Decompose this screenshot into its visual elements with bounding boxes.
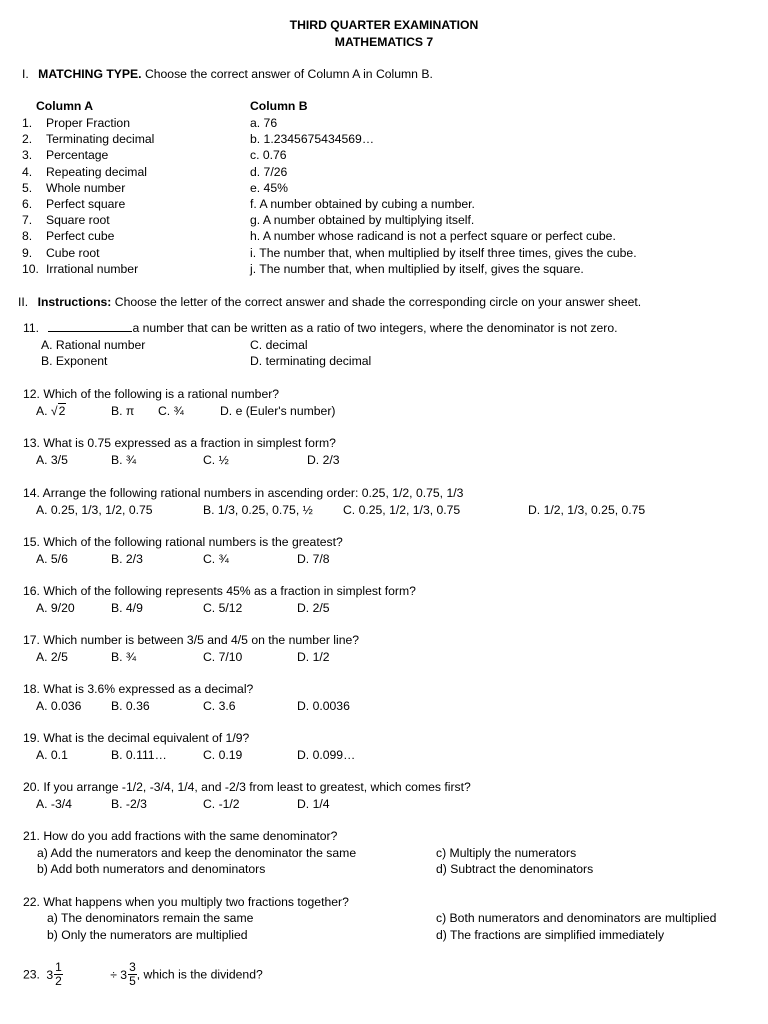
- q19-stem: 19. What is the decimal equivalent of 1/9?: [23, 731, 250, 745]
- column-a-number: 3.: [22, 148, 33, 162]
- q13-option-b: B. ¾: [111, 453, 137, 467]
- q22-stem: 22. What happens when you multiply two fractions together?: [23, 895, 349, 909]
- q16-option-d: D. 2/5: [297, 601, 330, 615]
- column-b-item: f. A number obtained by cubing a number.: [250, 197, 475, 211]
- exam-title: THIRD QUARTER EXAMINATION: [289, 18, 479, 32]
- fraction-2-denominator: 5: [129, 974, 136, 988]
- column-a-item: Perfect cube: [46, 229, 115, 243]
- column-a-item: Square root: [46, 213, 110, 227]
- q12-radicand: 2: [58, 404, 66, 418]
- q12-stem: 12. Which of the following is a rational number?: [23, 387, 280, 401]
- column-b-item: g. A number obtained by multiplying itself.: [250, 213, 475, 227]
- q19-option-a: A. 0.1: [36, 748, 68, 762]
- q14-option-b: B. 1/3, 0.25, 0.75, ½: [203, 503, 313, 517]
- column-a-header: Column A: [36, 99, 94, 113]
- q12-option-d: D. e (Euler's number): [220, 404, 336, 418]
- q21-option-d: d) Subtract the denominators: [436, 862, 594, 876]
- part1-heading: [22, 66, 433, 82]
- q16-stem: 16. Which of the following represents 45% as a fraction in simplest form?: [23, 584, 416, 598]
- fraction-1-numerator: 1: [55, 960, 62, 974]
- column-a-number: 6.: [22, 197, 33, 211]
- q14-option-a: A. 0.25, 1/3, 1/2, 0.75: [36, 503, 153, 517]
- q13-stem: 13. What is 0.75 expressed as a fraction in simplest form?: [23, 436, 336, 450]
- column-a-number: 7.: [22, 213, 33, 227]
- q20-option-b: B. -2/3: [111, 797, 147, 811]
- column-a-number: 5.: [22, 181, 33, 195]
- q20-option-c: C. -1/2: [203, 797, 240, 811]
- column-b-item: h. A number whose radicand is not a perfect square or perfect cube.: [250, 229, 616, 243]
- q15-option-c: C. ¾: [203, 552, 229, 566]
- q18-option-c: C. 3.6: [203, 699, 236, 713]
- part2-label: Instructions:: [37, 295, 112, 309]
- q21-option-a: a) Add the numerators and keep the denominator the same: [37, 846, 357, 860]
- mixed-whole-1: 3: [46, 967, 54, 982]
- q16-option-a: A. 9/20: [36, 601, 75, 615]
- q19-option-c: C. 0.19: [203, 748, 243, 762]
- q18-option-b: B. 0.36: [111, 699, 150, 713]
- column-a-item: Perfect square: [46, 197, 126, 211]
- exam-subject: MATHEMATICS 7: [334, 35, 434, 49]
- column-a-number: 9.: [22, 246, 33, 260]
- q13-option-c: C. ½: [203, 453, 229, 467]
- q22-option-b: b) Only the numerators are multiplied: [47, 928, 248, 942]
- q13-option-d: D. 2/3: [307, 453, 340, 467]
- q22-option-d: d) The fractions are simplified immediately: [436, 928, 665, 942]
- q17-option-d: D. 1/2: [297, 650, 330, 664]
- column-a-number: 4.: [22, 165, 33, 179]
- q15-option-b: B. 2/3: [111, 552, 143, 566]
- q11-stem: [23, 320, 618, 336]
- q11-option-c: C. decimal: [250, 338, 308, 352]
- column-a-number: 1.: [22, 116, 33, 130]
- q23-number: 23.: [23, 967, 40, 982]
- q11-option-b: B. Exponent: [41, 354, 108, 368]
- column-b-header: Column B: [250, 99, 308, 113]
- q19-option-d: D. 0.099…: [297, 748, 356, 762]
- part2-instruction: Choose the letter of the correct answer and shade the corresponding circle on your answer sheet.: [114, 295, 642, 309]
- q21-stem: 21. How do you add fractions with the same denominator?: [23, 829, 338, 843]
- q18-stem: 18. What is 3.6% expressed as a decimal?: [23, 682, 254, 696]
- column-a-item: Terminating decimal: [46, 132, 155, 146]
- q21-option-c: c) Multiply the numerators: [436, 846, 577, 860]
- q15-option-d: D. 7/8: [297, 552, 330, 566]
- answer-blank: [48, 320, 132, 332]
- q20-option-d: D. 1/4: [297, 797, 330, 811]
- part2-numeral: II.: [18, 295, 29, 309]
- part1-label: MATCHING TYPE.: [38, 67, 142, 81]
- mixed-number-2: [110, 961, 137, 988]
- column-a-item: Repeating decimal: [46, 165, 147, 179]
- column-a-item: Irrational number: [46, 262, 139, 276]
- q13-option-a: A. 3/5: [36, 453, 68, 467]
- part1-instruction: Choose the correct answer of Column A in Column B.: [144, 67, 433, 81]
- column-a-number: 10.: [22, 262, 39, 276]
- q14-option-d: D. 1/2, 1/3, 0.25, 0.75: [528, 503, 646, 517]
- q11-option-a: A. Rational number: [41, 338, 146, 352]
- q12-option-c: C. ¾: [158, 404, 184, 418]
- q12-option-b: B. π: [111, 404, 135, 418]
- q17-option-b: B. ¾: [111, 650, 137, 664]
- column-a-item: Whole number: [46, 181, 126, 195]
- column-a-item: Proper Fraction: [46, 116, 130, 130]
- column-b-item: c. 0.76: [250, 148, 287, 162]
- column-b-item: j. The number that, when multiplied by itself, gives the square.: [250, 262, 584, 276]
- fraction-1: [54, 961, 63, 988]
- fraction-1-denominator: 2: [55, 974, 62, 988]
- square-root-symbol: √2: [50, 404, 66, 418]
- q23-stem: [23, 961, 263, 988]
- q15-option-a: A. 5/6: [36, 552, 68, 566]
- column-a-item: Cube root: [46, 246, 100, 260]
- q21-option-b: b) Add both numerators and denominators: [37, 862, 266, 876]
- q17-option-c: C. 7/10: [203, 650, 243, 664]
- q22-option-c: c) Both numerators and denominators are multiplied: [436, 911, 717, 925]
- q18-option-d: D. 0.0036: [297, 699, 350, 713]
- q14-stem: 14. Arrange the following rational numbers in ascending order: 0.25, 1/2, 0.75, 1/3: [23, 486, 464, 500]
- q18-option-a: A. 0.036: [36, 699, 82, 713]
- fraction-2: [128, 961, 137, 988]
- division-operator: ÷ 3: [110, 967, 128, 982]
- q23-text: , which is the dividend?: [136, 967, 263, 982]
- q12-option-a-letter: A.: [36, 404, 48, 418]
- mixed-number-1: [46, 961, 62, 988]
- q22-option-a: a) The denominators remain the same: [47, 911, 254, 925]
- column-b-item: i. The number that, when multiplied by itself three times, gives the cube.: [250, 246, 637, 260]
- q20-stem: 20. If you arrange -1/2, -3/4, 1/4, and -2/3 from least to greatest, which comes first?: [23, 780, 471, 794]
- column-b-item: e. 45%: [250, 181, 288, 195]
- q16-option-b: B. 4/9: [111, 601, 143, 615]
- fraction-2-numerator: 3: [129, 960, 136, 974]
- q19-option-b: B. 0.111…: [111, 748, 167, 762]
- q17-option-a: A. 2/5: [36, 650, 68, 664]
- q11-text: a number that can be written as a ratio of two integers, where the denominator is not zero.: [132, 321, 618, 335]
- column-a-number: 8.: [22, 229, 33, 243]
- column-b-item: d. 7/26: [250, 165, 288, 179]
- part2-heading: [18, 294, 641, 310]
- column-a-number: 2.: [22, 132, 33, 146]
- q17-stem: 17. Which number is between 3/5 and 4/5 on the number line?: [23, 633, 360, 647]
- q14-option-c: C. 0.25, 1/2, 1/3, 0.75: [343, 503, 461, 517]
- q16-option-c: C. 5/12: [203, 601, 243, 615]
- column-a-item: Percentage: [46, 148, 109, 162]
- q15-stem: 15. Which of the following rational numbers is the greatest?: [23, 535, 343, 549]
- q11-option-d: D. terminating decimal: [250, 354, 372, 368]
- q12-option-a: [36, 403, 66, 419]
- column-b-item: b. 1.2345675434569…: [250, 132, 375, 146]
- q11-number: 11.: [23, 321, 40, 335]
- q20-option-a: A. -3/4: [36, 797, 72, 811]
- column-b-item: a. 76: [250, 116, 278, 130]
- part1-numeral: I.: [22, 67, 29, 81]
